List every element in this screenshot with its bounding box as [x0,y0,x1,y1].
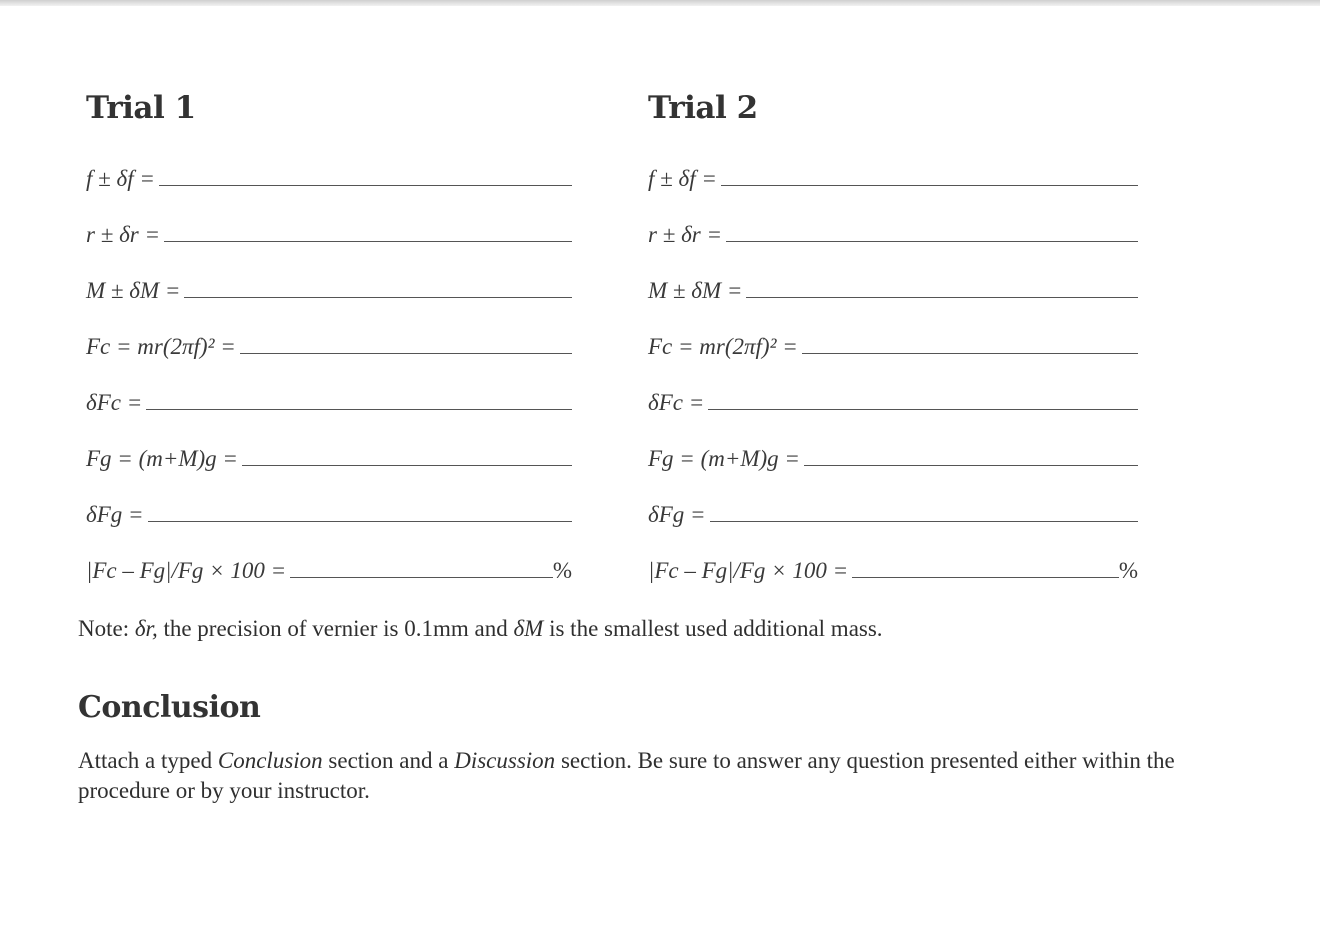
answer-blank[interactable] [146,409,572,410]
row-label: Fg = (m+M)g = [648,446,800,471]
conclusion-text-2: section and a [322,748,455,773]
answer-blank[interactable] [852,577,1119,578]
row-label: Fc = mr(2πf)² = [86,334,236,359]
note-middle: the precision of vernier is 0.1mm and [157,616,514,641]
trial-2-row-r [648,194,1138,250]
trial-1-row-m [86,250,572,306]
row-label: r ± δr = [648,222,722,247]
row-label: M ± δM = [648,278,743,303]
trial-1-section [86,86,572,586]
conclusion-em-1: Conclusion [217,748,323,773]
trial-1-title: Trial 1 [86,90,196,126]
row-label: Fg = (m+M)g = [86,446,238,471]
note-suffix: is the smallest used additional mass. [543,616,883,641]
trial-1-row-dfg [86,474,572,530]
conclusion-text-1: Attach a typed [78,748,218,773]
answer-blank[interactable] [710,521,1138,522]
trial-2-title: Trial 2 [648,90,758,126]
conclusion-heading: Conclusion [78,690,261,725]
trial-1-row-percent [86,530,572,586]
row-label: r ± δr = [86,222,160,247]
trial-2-row-fg [648,418,1138,474]
row-label: δFc = [648,390,705,415]
answer-blank[interactable] [240,353,572,354]
answer-blank[interactable] [164,241,572,242]
trial-1-row-fg [86,418,572,474]
trial-1-row-fc [86,306,572,362]
answer-blank[interactable] [290,577,553,578]
trial-2-section [648,86,1138,586]
answer-blank[interactable] [721,185,1138,186]
trial-1-row-dfc [86,362,572,418]
trial-2-row-fc [648,306,1138,362]
percent-unit: % [1118,558,1138,583]
percent-unit: % [552,558,572,583]
conclusion-em-2: Discussion [454,748,556,773]
answer-blank[interactable] [804,465,1138,466]
note-prefix: Note: [78,616,135,641]
row-label: |Fc – Fg|/Fg × 100 = [86,558,287,583]
trial-2-row-percent [648,530,1138,586]
answer-blank[interactable] [802,353,1138,354]
answer-blank[interactable] [148,521,572,522]
precision-note [78,616,883,642]
row-label: δFg = [86,502,144,527]
answer-blank[interactable] [184,297,572,298]
note-var-dr: δr, [134,616,158,641]
conclusion-instructions [78,746,1218,806]
trial-1-row-f [86,138,572,194]
row-label: δFg = [648,502,706,527]
trial-1-row-r [86,194,572,250]
note-var-dm: δM [513,616,544,641]
trial-2-row-f [648,138,1138,194]
answer-blank[interactable] [726,241,1138,242]
page-top-edge [0,0,1320,6]
row-label: f ± δf = [648,166,717,191]
row-label: f ± δf = [86,166,155,191]
answer-blank[interactable] [159,185,572,186]
trial-2-row-dfg [648,474,1138,530]
row-label: Fc = mr(2πf)² = [648,334,798,359]
trial-2-row-dfc [648,362,1138,418]
answer-blank[interactable] [746,297,1138,298]
row-label: |Fc – Fg|/Fg × 100 = [648,558,849,583]
answer-blank[interactable] [242,465,572,466]
conclusion-text-3: section. Be sure to answer any question presented either within the procedure or by your instructor. [78,748,1175,803]
answer-blank[interactable] [708,409,1138,410]
trial-2-row-m [648,250,1138,306]
row-label: δFc = [86,390,143,415]
row-label: M ± δM = [86,278,181,303]
